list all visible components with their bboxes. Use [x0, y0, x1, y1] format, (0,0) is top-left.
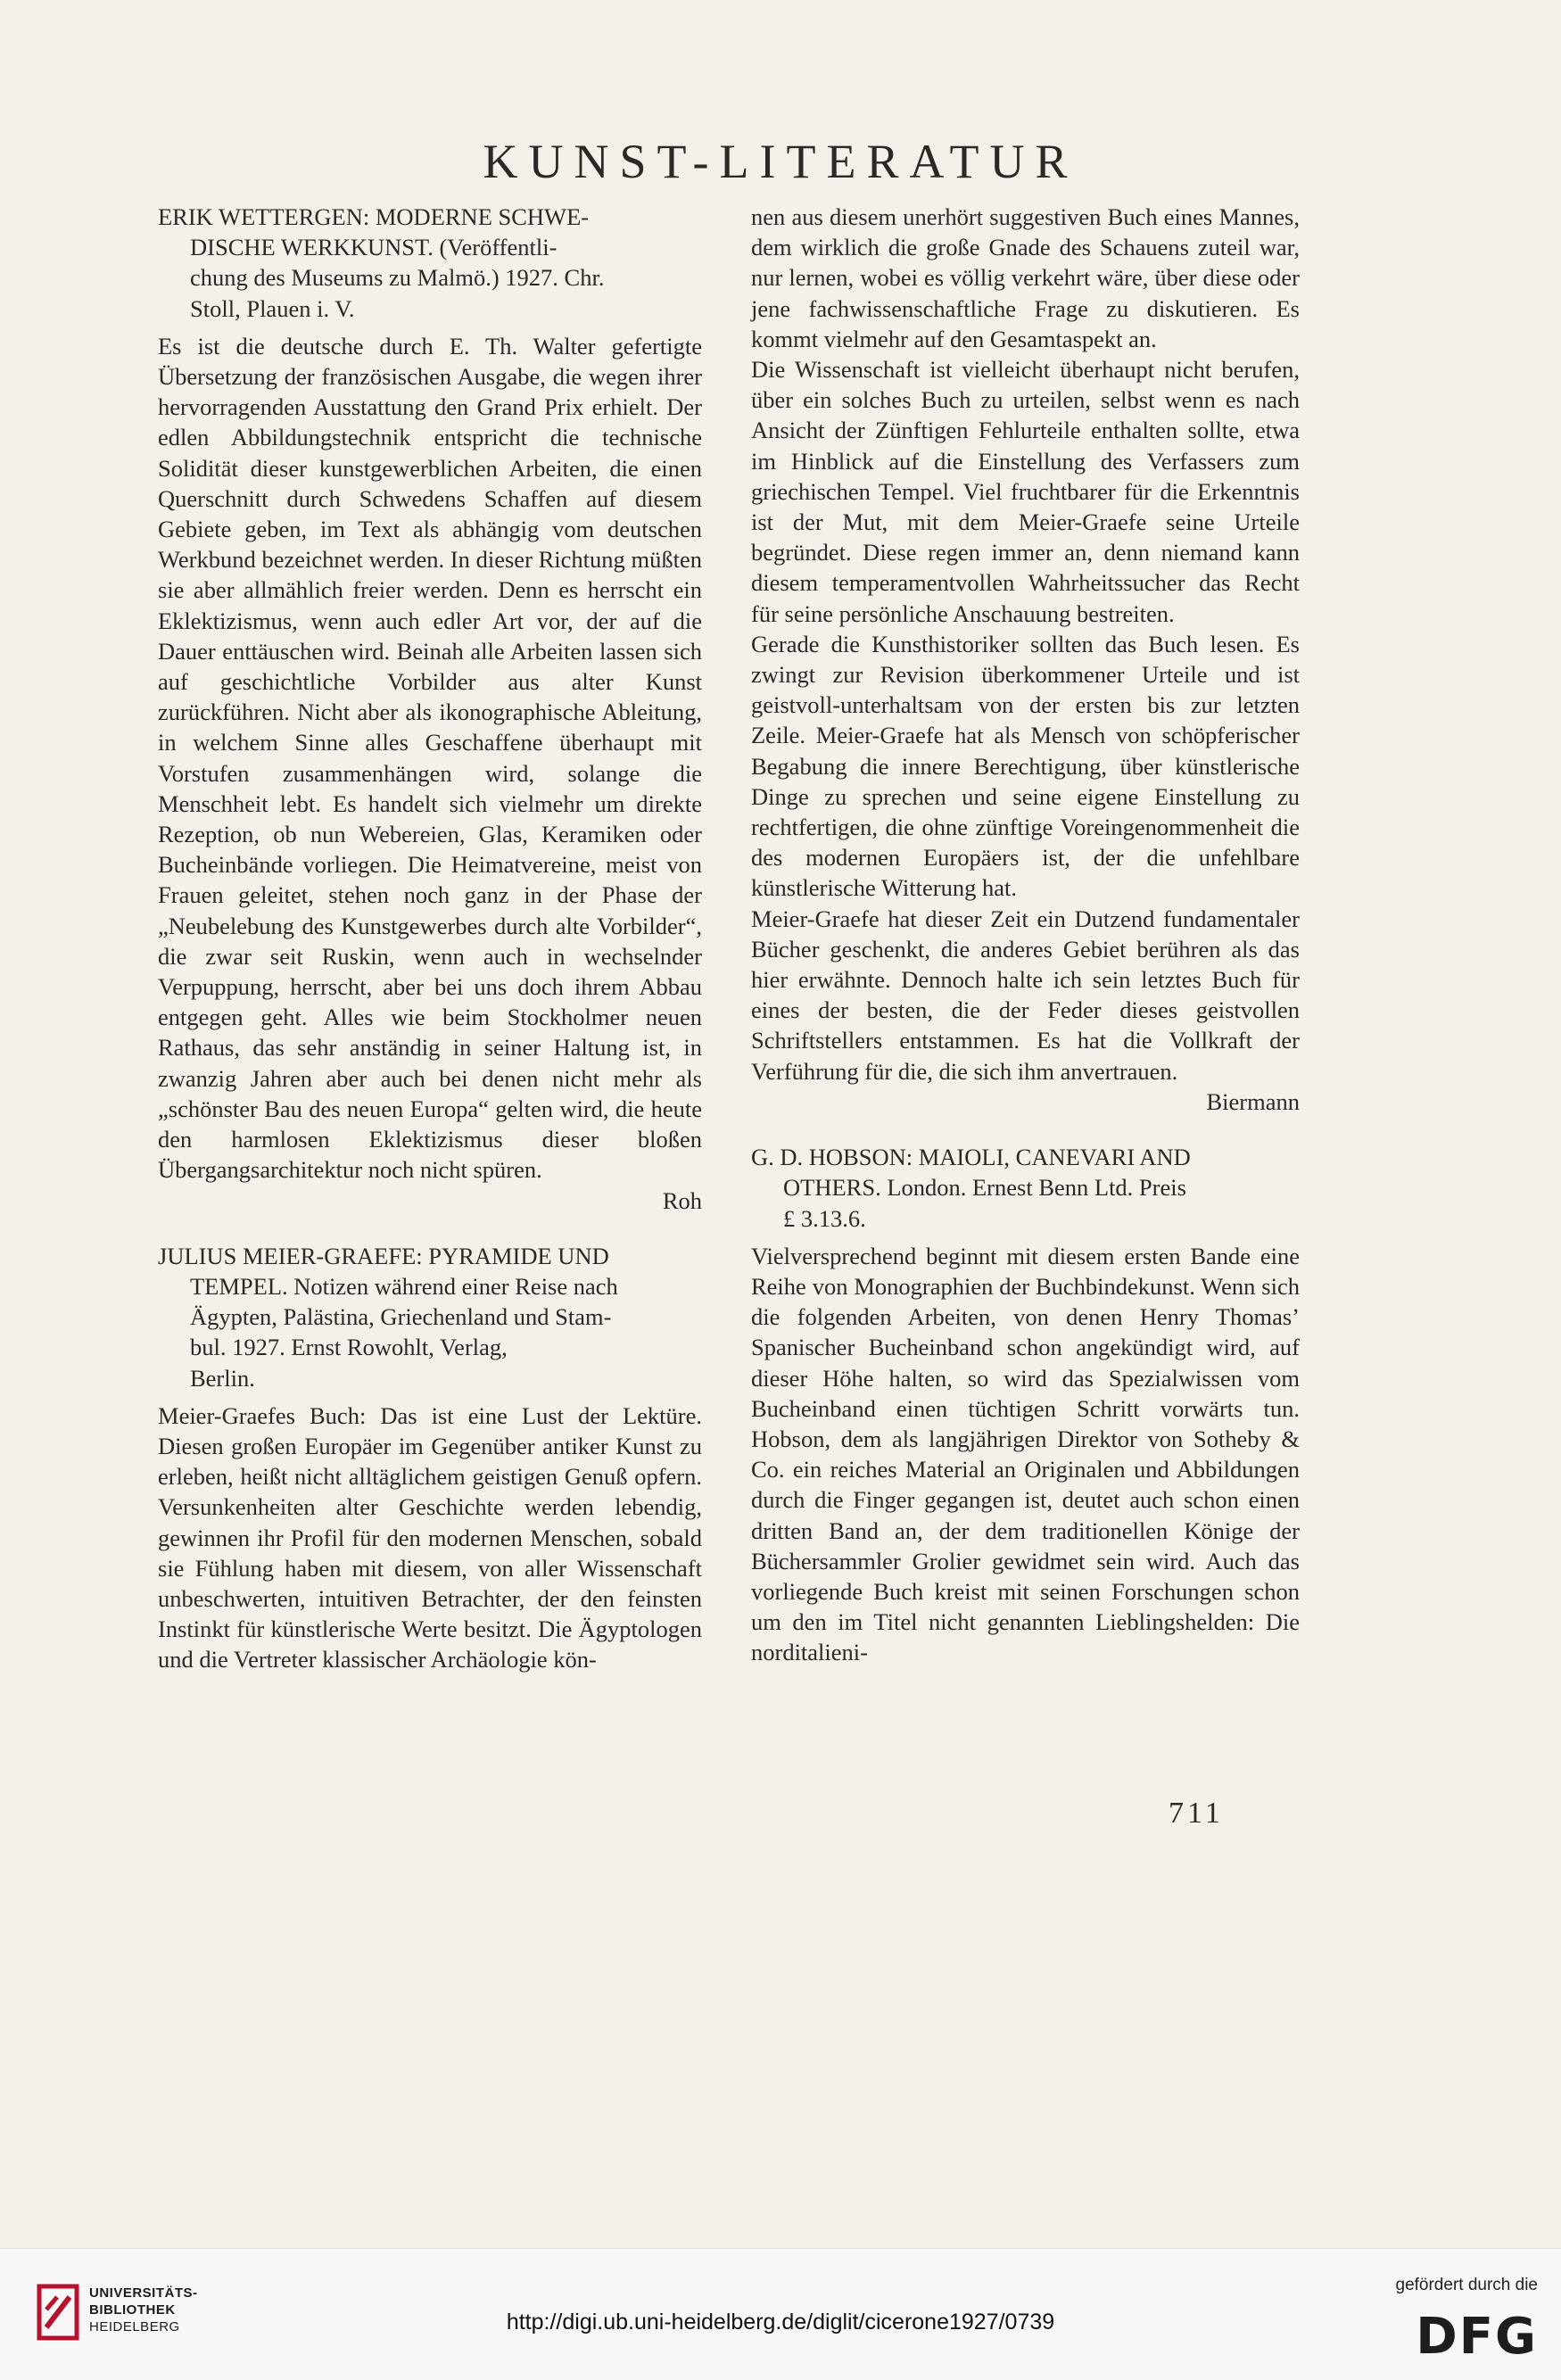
- bib-line: £ 3.13.6.: [783, 1204, 866, 1232]
- review-text-hobson: Vielversprechend beginnt mit diesem ersten Bande eine Reihe von Monographien der Buchbindekunst. Wenn sich die folgenden Arbeiten, von denen Henry Thomas’ Spanischer Bucheinband schon angekündigt wird, auf dieser Höhe halten, so wird das Spezialwissen vom Bucheinband einen tüchtigen Schritt vorwärts tun. Hobson, dem als langjährigen Direktor von Sotheby & Co. ein reiches Material an Originalen und Abbildungen durch die Finger gegangen ist, deutet auch schon einen dritten Band an, der dem traditionellen Könige der Büchersammler Grolier gewidmet sein wird. Auch das vorliegende Buch kreist mit seinen Forschungen schon um den im Titel nicht genannten Lieblingshelden: Die norditalieni-: [751, 1242, 1300, 1666]
- running-header: KUNST-LITERATUR: [483, 135, 1078, 188]
- right-column: [751, 202, 1300, 1668]
- bib-line: OTHERS. London. Ernest Benn Ltd. Preis: [783, 1174, 1186, 1202]
- bib-line: Stoll, Plauen i. V.: [190, 294, 355, 322]
- bib-line: DISCHE WERKKUNST. (Veröffentli-: [190, 234, 558, 261]
- bib-line: TEMPEL. Notizen während einer Reise nach: [190, 1272, 618, 1300]
- paragraph: nen aus diesem unerhört suggestiven Buch eines Mannes, dem wirklich die große Gnade des Schauens zuteil war, nur lernen, wobei es völlig verkehrt wäre, über diese oder jene fachwissenschaftliche Frage zu diskutieren. Es kommt vielmehr auf den Gesamtaspekt an.: [751, 203, 1300, 352]
- source-url-link[interactable]: http://digi.ub.uni-heidelberg.de/diglit/cicerone1927/0739: [506, 2310, 1055, 2335]
- bib-entry-meier-graefe: [158, 1241, 702, 1393]
- paragraph: Gerade die Kunsthistoriker sollten das Buch lesen. Es zwingt zur Revision überkommener Urteile und ist geistvoll-unterhaltsam von der ersten bis zur letzten Zeile. Meier-Graefe hat als Mensch von schöpferischer Begabung die innere Berechtigung, über künstlerische Dinge zu sprechen und seine eigene Einstellung zu rechtfertigen, die ohne zünftige Voreingenommenheit die des modernen Europäers ist, der die unfehlbare künstlerische Witterung hat.: [751, 630, 1300, 902]
- review-text-wettergen: Es ist die deutsche durch E. Th. Walter gefertigte Übersetzung der französischen Ausgabe, die wegen ihrer hervorragenden Ausstattung den Grand Prix erhielt. Der edlen Abbildungstechnik entspricht die technische Solidität dieser kunstgewerblichen Arbeiten, die einen Querschnitt durch Schwedens Schaffen auf diesem Gebiete geben, im Text als abhängig vom deutschen Werkbund bezeichnet werden. In dieser Richtung müßten sie aber allmählich freier werden. Denn es herrscht ein Eklektizismus, wenn auch edler Art vor, der auf die Dauer enttäuschen wird. Beinah alle Arbeiten lassen sich auf geschichtliche Vorbilder aus alter Kunst zurückführen. Nicht aber als ikonographische Ableitung, in welchem Sinne alles Geschaffene überhaupt mit Vorstufen zusammenhängen wird, solange die Menschheit lebt. Es handelt sich vielmehr um direkte Rezeption, ob nun Webereien, Glas, Keramiken oder Bucheinbände vorliegen. Die Heimatvereine, meist von Frauen geleitet, stehen noch ganz in der Phase der „Neubelebung des Kunstgewerbes durch alte Vorbilder“, die zwar seit Ruskin, wenn auch in wechselnder Verpuppung, herrscht, aber bei uns doch ihrem Abbau entgegen geht. Alles wie beim Stockholmer neuen Rathaus, das sehr anständig in seiner Haltung ist, in zwanzig Jahren aber auch bei denen nicht mehr als „schönster Bau des neuen Europa“ gelten wird, die heute den harmlosen Eklektizismus dieser bloßen Übergangsarchitektur noch nicht spüren.: [158, 332, 702, 1184]
- bib-line: bul. 1927. Ernst Rowohlt, Verlag,: [190, 1334, 508, 1361]
- bib-line: JULIUS MEIER-GRAEFE: PYRAMIDE UND: [158, 1242, 609, 1269]
- bib-line: Berlin.: [190, 1364, 255, 1392]
- bib-line: ERIK WETTERGEN: MODERNE SCHWE-: [158, 203, 590, 230]
- bib-entry-wettergen: [158, 202, 702, 324]
- review-text-meier-graefe: Meier-Graefes Buch: Das ist eine Lust der Lektüre. Diesen großen Europäer im Gegenüber antiker Kunst zu erleben, heißt nicht alltäglichem geistigen Genuß opfern. Versunkenheiten alter Geschichte werden lebendig, gewinnen ihr Profil für den modernen Menschen, sobald sie Fühlung haben mit diesem, von aller Wissenschaft unbeschwerten, intuitiven Betrachter, der den feinsten Instinkt für künstlerische Werte besitzt. Die Ägyptologen und die Vertreter klassischer Archäologie kön-: [158, 1401, 702, 1673]
- paragraph: Die Wissenschaft ist vielleicht überhaupt nicht berufen, über ein solches Buch zu urteilen, selbst wenn es nach Ansicht der Zünftigen Fehlurteile enthalten sollte, etwa im Hinblick auf die Einstellung des Verfassers zum griechischen Tempel. Viel fruchtbarer für die Erkenntnis ist der Mut, mit dem Meier-Graefe seine Urteile begründet. Diese regen immer an, denn niemand kann diesem temperamentvollen Wahrheitssucher das Recht für seine persönliche Anschauung bestreiten.: [751, 356, 1300, 627]
- reviewer-signature: Biermann: [1206, 1087, 1300, 1115]
- bib-line: Ägypten, Palästina, Griechenland und Stam-: [190, 1303, 612, 1331]
- reviewer-signature: Roh: [662, 1186, 702, 1214]
- left-column: [158, 202, 702, 1675]
- library-name: UNIVERSITÄTS- BIBLIOTHEK HEIDELBERG: [89, 2285, 198, 2335]
- dfg-logo-icon: DFG: [1416, 2308, 1538, 2366]
- paragraph: Meier-Graefe hat dieser Zeit ein Dutzend fundamentaler Bücher geschenkt, die anderes Gebiet berühren als das hier erwähnte. Dennoch halte ich sein letztes Buch für eines der besten, die der Feder dieses geistvollen Schriftstellers entstammen. Es hat die Vollkraft der Verführung für die, die sich ihm anvertrauen.: [751, 905, 1300, 1085]
- bib-line: G. D. HOBSON: MAIOLI, CANEVARI AND: [751, 1144, 1191, 1171]
- page-number: 711: [1169, 1797, 1224, 1830]
- funding-label: gefördert durch die: [1395, 2276, 1538, 2294]
- footer-bar: [0, 2248, 1561, 2380]
- bib-line: chung des Museums zu Malmö.) 1927. Chr.: [190, 264, 605, 292]
- bib-entry-hobson: [751, 1142, 1300, 1234]
